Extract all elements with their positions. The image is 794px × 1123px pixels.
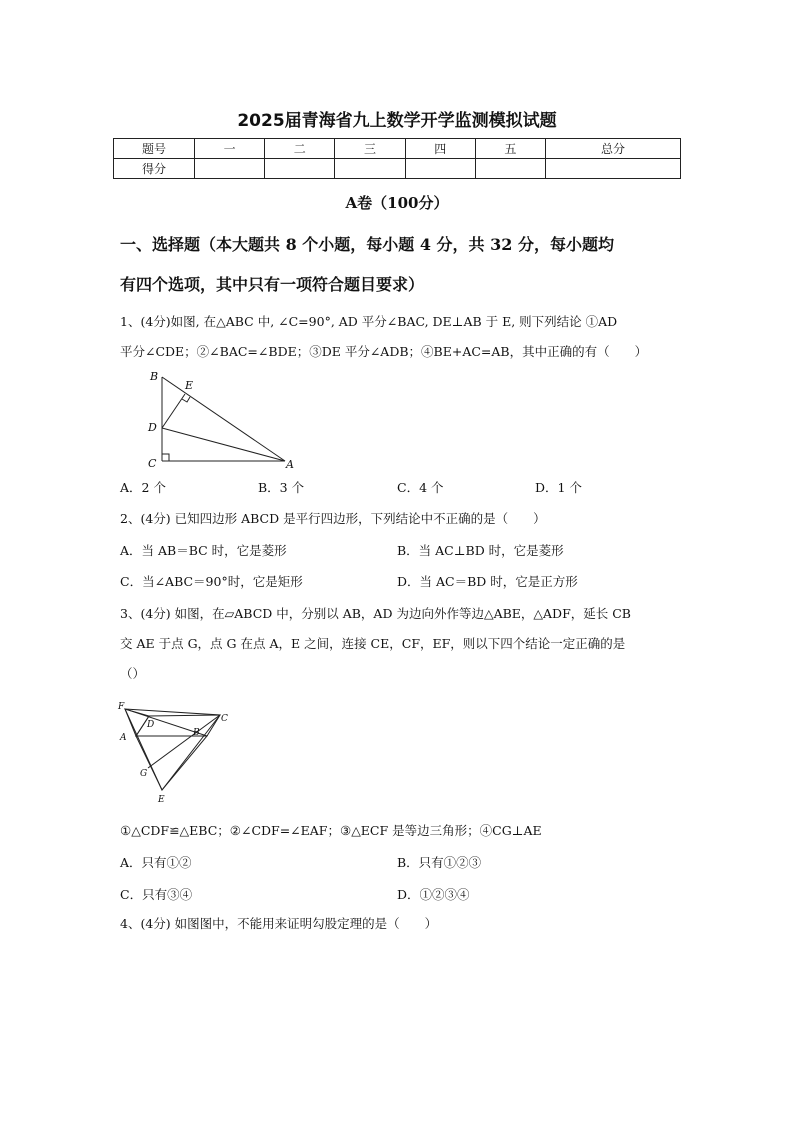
q1-right-angle-c	[162, 454, 169, 461]
q1-option-c[interactable]: C．4 个	[397, 480, 444, 495]
score-table-cell: 五	[475, 139, 545, 159]
score-input-cell	[405, 159, 475, 179]
q3-parallelogram-figure	[114, 698, 236, 808]
q2-option-c[interactable]: C．当∠ABC＝90°时，它是矩形	[120, 574, 303, 589]
q3-stem-line1: 3、(4分) 如图，在▱ABCD 中，分别以 AB，AD 为边向外作等边△ABE，△ADF，延长 CB	[120, 606, 631, 621]
score-input-cell	[546, 159, 681, 179]
q1-option-d[interactable]: D．1 个	[535, 480, 582, 495]
q3-label-f: F	[118, 702, 125, 712]
q1-option-b[interactable]: B．3 个	[258, 480, 305, 495]
q3-label-c: C	[221, 714, 228, 724]
score-table-cell: 总分	[546, 139, 681, 159]
q3-stem-line2: 交 AE 于点 G，点 G 在点 A，E 之间，连接 CE，CF，EF，则以下四个结论一定正确的是	[120, 636, 626, 651]
part1-heading-line1: 一、选择题（本大题共 8 个小题，每小题 4 分，共 32 分，每小题均	[120, 235, 614, 254]
q3-option-d[interactable]: D．①②③④	[397, 887, 470, 902]
q3-label-e: E	[158, 795, 165, 805]
score-table-cell: 四	[405, 139, 475, 159]
score-table-cell: 得分	[114, 159, 195, 179]
score-input-cell	[265, 159, 335, 179]
q1-right-angle-e	[182, 397, 190, 402]
q2-option-a[interactable]: A．当 AB＝BC 时，它是菱形	[120, 543, 287, 558]
q3-label-b: B	[193, 728, 200, 738]
q3-option-b[interactable]: B．只有①②③	[397, 855, 482, 870]
q1-segment-da	[162, 428, 285, 461]
q1-label-d: D	[148, 421, 157, 434]
q1-triangle-figure	[140, 368, 310, 472]
q1-stem-line1: 1、(4分)如图, 在△ABC 中, ∠C=90°, AD 平分∠BAC, DE⊥AB 于 E, 则下列结论 ①AD	[120, 314, 618, 329]
score-input-cell	[335, 159, 405, 179]
score-input-cell	[195, 159, 265, 179]
q1-label-c: C	[148, 457, 157, 470]
q4-stem: 4、(4分) 如图图中，不能用来证明勾股定理的是（ ）	[120, 916, 438, 931]
part1-heading-line2: 有四个选项，其中只有一项符合题目要求）	[120, 275, 425, 294]
q1-segment-ba	[162, 377, 285, 461]
q2-option-d[interactable]: D．当 AC＝BD 时，它是正方形	[397, 574, 578, 589]
q3-label-g: G	[140, 769, 148, 779]
q3-label-a: A	[120, 733, 127, 743]
q3-segment-cg	[148, 715, 220, 768]
q1-option-a[interactable]: A．2 个	[120, 480, 166, 495]
score-input-cell	[475, 159, 545, 179]
q3-option-a[interactable]: A．只有①②	[120, 855, 192, 870]
q3-label-d: D	[147, 720, 155, 730]
score-table	[113, 138, 681, 179]
q1-label-a: A	[286, 458, 294, 471]
q3-stem-line3: （）	[120, 666, 146, 681]
q1-label-b: B	[150, 370, 159, 383]
q1-segment-de	[162, 394, 185, 428]
score-table-header-row	[114, 139, 681, 159]
score-table-cell: 二	[265, 139, 335, 159]
q2-stem: 2、(4分) 已知四边形 ABCD 是平行四边形，下列结论中不正确的是（ ）	[120, 511, 546, 526]
score-table-cell: 一	[195, 139, 265, 159]
section-a-heading: A卷（100分）	[345, 194, 449, 212]
q3-triangle-abe	[136, 736, 207, 790]
q1-label-e: E	[185, 379, 194, 392]
page-title: 2025届青海省九上数学开学监测模拟试题	[237, 111, 557, 131]
score-table-score-row	[114, 159, 681, 179]
q3-conclusions: ①△CDF≌△EBC；②∠CDF=∠EAF；③△ECF 是等边三角形；④CG⊥AE	[120, 823, 542, 838]
q3-option-c[interactable]: C．只有③④	[120, 887, 193, 902]
q1-stem-line2: 平分∠CDE；②∠BAC=∠BDE；③DE 平分∠ADB；④BE+AC=AB，其中正确的有（ ）	[120, 344, 648, 359]
score-table-cell: 三	[335, 139, 405, 159]
score-table-cell: 题号	[114, 139, 195, 159]
q2-option-b[interactable]: B．当 AC⊥BD 时，它是菱形	[397, 543, 564, 558]
